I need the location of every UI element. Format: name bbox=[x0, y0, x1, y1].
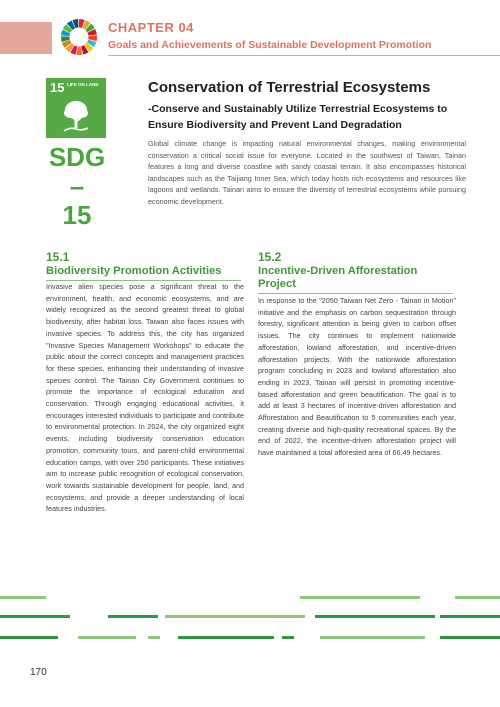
decorative-stripe bbox=[0, 615, 70, 618]
goal-number: 15 bbox=[50, 80, 65, 95]
chapter-label: CHAPTER 04 bbox=[108, 20, 194, 35]
section-title: Biodiversity Promotion Activities bbox=[46, 265, 222, 277]
decorative-stripe bbox=[148, 636, 160, 639]
goal-label: LIFE ON LAND bbox=[67, 82, 99, 87]
decorative-stripe bbox=[282, 636, 294, 639]
sdg-wheel-segment bbox=[77, 46, 83, 55]
decorative-stripe bbox=[320, 636, 425, 639]
sdg-badge-dash: – bbox=[69, 171, 85, 201]
tree-icon bbox=[58, 98, 94, 134]
decorative-stripe bbox=[108, 615, 158, 618]
section-body: Invasive alien species pose a significant threat to the environment, health, and economic ecosystems, and are widely recognized as the second greatest threat to global biodiversity, after habitat loss. Taiwan also faces issues with invasive species. To address this, the city has organized "Invasive Species Management Workshops" to educate the public about the correct concepts and management practices for these species, enhancing their understanding of invasive species control. The Tainan City Government continues to promote the importance of ecological education and conservation. Through engaging educational activities, it encourages interested individuals to participate and contribute to environmental protection. In 2024, the city organized eight events, including biodiversity conservation education promotion, community tours, and parent-child environmental education camps, with over 250 participants. These initiatives aim to increase public recognition of ecological conservation, work towards sustainable development for people, land, and ecosystems, and provide a deeper understanding of local features industries. bbox=[46, 282, 244, 514]
section-underline bbox=[258, 293, 453, 294]
section-body: In response to the "2050 Taiwan Net Zero - Tainan in Motion" initiative and the emphasis on carbon sequestration through forestry, significant attention is being given to carbon offset issues. The city continues to implement nationwide afforestation, lowland afforestation, and incentive-driven afforestation projects. With the nationwide afforestation program concluding in 2023 and lowland afforestation also ending in 2023, Tainan will persist in promoting incentive-based afforestation and green beautification. The goal is to add at least 3 hectares of incentive-driven afforestation and Afforestation and Beautification to 5 communities each year, creating diverse and high-quality recreational spaces. By the end of 2022, the incentive-driven afforestation project will have maintained a total afforested area of 66.49 hectares. bbox=[258, 296, 456, 458]
decorative-stripe bbox=[440, 615, 500, 618]
header-divider bbox=[108, 55, 500, 56]
page-title: Conservation of Terrestrial Ecosystems bbox=[148, 79, 431, 96]
decorative-stripe bbox=[165, 615, 305, 618]
chapter-color-bar bbox=[0, 22, 52, 54]
decorative-stripe bbox=[300, 596, 420, 599]
page-subtitle: -Conserve and Sustainably Utilize Terrestrial Ecosystems to Ensure Biodiversity and Prevent Land Degradation bbox=[148, 103, 448, 131]
sdg-15-tile bbox=[46, 78, 106, 138]
decorative-stripe bbox=[0, 636, 58, 639]
decorative-stripe bbox=[455, 596, 500, 599]
sdg-badge bbox=[44, 143, 110, 230]
sdg-badge-label: SDG bbox=[48, 142, 106, 172]
sdg-wheel-icon bbox=[60, 18, 98, 56]
decorative-stripe bbox=[78, 636, 136, 639]
section-number: 15.2 bbox=[258, 250, 282, 264]
decorative-stripe bbox=[440, 636, 500, 639]
chapter-title: Goals and Achievements of Sustainable Development Promotion bbox=[108, 39, 432, 51]
section-title: Incentive-Driven Afforestation Project bbox=[258, 265, 418, 290]
page-number: 170 bbox=[30, 667, 47, 678]
decorative-stripe bbox=[0, 596, 46, 599]
intro-paragraph: Global climate change is impacting natural environmental changes, making environmental conservation a critical social issue for everyone. Located in the southwest of Taiwan, Tainan features a long and diverse coastline with sandy coastal terrain. It also encompasses historical landscapes such as the Taijiang Inner Sea, which today hosts rich ecosystems and resources like lagoons and wetlands. Tainan aims to ensure the diversity of terrestrial ecosystems while pursuing economic development. bbox=[148, 139, 466, 206]
decorative-stripe bbox=[178, 636, 274, 639]
section-number: 15.1 bbox=[46, 250, 70, 264]
decorative-stripe bbox=[315, 615, 435, 618]
sdg-badge-number: 15 bbox=[62, 200, 92, 230]
